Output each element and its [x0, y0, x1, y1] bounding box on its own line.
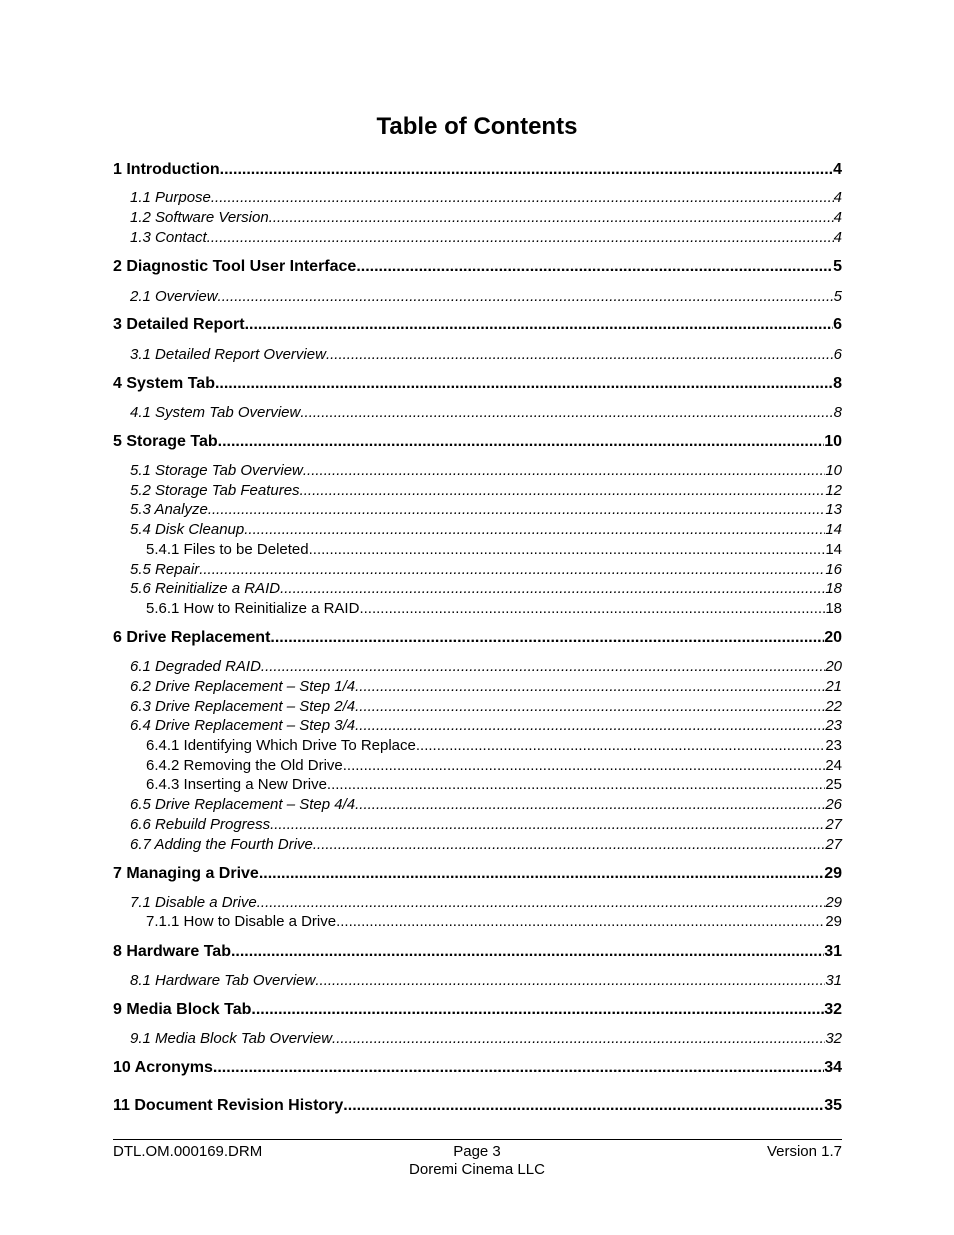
toc-entry-title: 10 Acronyms — [113, 1059, 213, 1076]
toc-entry-page: 8 — [833, 404, 842, 421]
toc-entry-page: 14 — [825, 541, 842, 558]
toc-entry-level2[interactable] — [113, 287, 842, 306]
toc-dot-leader — [300, 403, 833, 422]
toc-entry-page: 29 — [825, 913, 842, 930]
toc-dot-leader — [245, 315, 834, 335]
toc-entry-level1[interactable] — [113, 160, 842, 180]
toc-dot-leader — [355, 677, 825, 696]
toc-entry-page: 32 — [824, 1001, 842, 1018]
toc-entry-page: 31 — [824, 943, 842, 960]
toc-entry-title: 9 Media Block Tab — [113, 1001, 252, 1018]
toc-entry-title: 6.2 Drive Replacement – Step 1/4 — [130, 678, 356, 695]
footer-page-number: Page 3 — [453, 1143, 501, 1160]
toc-entry-page: 10 — [824, 433, 842, 450]
toc-entry-title: 5.6.1 How to Reinitialize a RAID — [146, 600, 360, 617]
toc-entry-level2[interactable] — [113, 228, 842, 247]
toc-entry-title: 6.4.1 Identifying Which Drive To Replace — [146, 737, 416, 754]
toc-entry-page: 25 — [825, 776, 842, 793]
toc-dot-leader — [303, 461, 825, 480]
toc-entry-page: 29 — [825, 894, 842, 911]
toc-entry-page: 6 — [833, 346, 842, 363]
toc-entry-page: 12 — [825, 482, 842, 499]
toc-entry-level2[interactable] — [113, 579, 842, 598]
toc-entry-level2[interactable] — [113, 815, 842, 834]
toc-entry-level2[interactable] — [113, 657, 842, 676]
toc-dot-leader — [218, 287, 834, 306]
toc-entry-level3[interactable] — [113, 775, 842, 794]
toc-dot-leader — [315, 971, 825, 990]
toc-entry-title: 6.6 Rebuild Progress — [130, 816, 271, 833]
page-title: Table of Contents — [376, 113, 578, 140]
toc-entry-level1[interactable] — [113, 628, 842, 648]
toc-entry-page: 18 — [825, 580, 842, 597]
toc-entry-level2[interactable] — [113, 893, 842, 912]
toc-entry-title: 7 Managing a Drive — [113, 865, 259, 882]
toc-dot-leader — [259, 864, 824, 884]
toc-dot-leader — [355, 795, 825, 814]
toc-dot-leader — [251, 1000, 824, 1020]
toc-entry-level2[interactable] — [113, 345, 842, 364]
toc-entry-page: 20 — [825, 658, 842, 675]
toc-entry-title: 1.1 Purpose — [130, 189, 211, 206]
toc-entry-title: 5.3 Analyze — [130, 501, 208, 518]
toc-entry-title: 8.1 Hardware Tab Overview — [130, 972, 316, 989]
toc-entry-level2[interactable] — [113, 697, 842, 716]
toc-entry-title: 1.2 Software Version — [130, 209, 269, 226]
toc-entry-title: 6.3 Drive Replacement – Step 2/4 — [130, 698, 356, 715]
toc-entry-page: 27 — [825, 836, 842, 853]
toc-entry-page: 29 — [824, 865, 842, 882]
toc-entry-page: 27 — [825, 816, 842, 833]
toc-entry-title: 2.1 Overview — [130, 288, 218, 305]
toc-dot-leader — [220, 160, 833, 180]
toc-entry-level1[interactable] — [113, 864, 842, 884]
toc-entry-page: 16 — [825, 561, 842, 578]
toc-dot-leader — [355, 716, 825, 735]
toc-entry-page: 10 — [825, 462, 842, 479]
toc-entry-title: 5.5 Repair — [130, 561, 200, 578]
toc-entry-title: 11 Document Revision History — [113, 1097, 344, 1114]
toc-entry-title: 8 Hardware Tab — [113, 943, 231, 960]
toc-dot-leader — [332, 1029, 825, 1048]
toc-entry-title: 6.4.3 Inserting a New Drive — [146, 776, 327, 793]
toc-dot-leader — [208, 500, 825, 519]
toc-entry-title: 5.4.1 Files to be Deleted — [146, 541, 309, 558]
toc-entry-level2[interactable] — [113, 1029, 842, 1048]
toc-dot-leader — [244, 520, 825, 539]
toc-entry-level1[interactable] — [113, 1058, 842, 1078]
toc-entry-level3[interactable] — [113, 540, 842, 559]
toc-entry-page: 26 — [825, 796, 842, 813]
toc-entry-title: 5.6 Reinitialize a RAID — [130, 580, 281, 597]
toc-dot-leader — [257, 893, 826, 912]
toc-entry-level1[interactable] — [113, 1000, 842, 1020]
toc-entry-page: 4 — [833, 161, 842, 178]
toc-dot-leader — [309, 540, 826, 559]
toc-entry-page: 20 — [824, 629, 842, 646]
toc-entry-level2[interactable] — [113, 481, 842, 500]
toc-entry-title: 5.2 Storage Tab Features — [130, 482, 300, 499]
toc-entry-title: 4.1 System Tab Overview — [130, 404, 301, 421]
toc-dot-leader — [207, 228, 834, 247]
footer-version: Version 1.7 — [766, 1143, 842, 1160]
toc-entry-level2[interactable] — [113, 461, 842, 480]
toc-entry-page: 14 — [825, 521, 842, 538]
toc-entry-level1[interactable] — [113, 374, 842, 394]
toc-entry-title: 5 Storage Tab — [113, 433, 218, 450]
toc-entry-level2[interactable] — [113, 500, 842, 519]
footer-company: Doremi Cinema LLC — [409, 1161, 545, 1178]
toc-entry-title: 6.1 Degraded RAID — [130, 658, 261, 675]
toc-dot-leader — [356, 257, 833, 277]
toc-entry-title: 2 Diagnostic Tool User Interface — [113, 258, 357, 275]
toc-dot-leader — [336, 912, 825, 931]
toc-dot-leader — [313, 835, 825, 854]
toc-dot-leader — [416, 736, 825, 755]
toc-entry-title: 6.4.2 Removing the Old Drive — [146, 757, 343, 774]
toc-entry-title: 7.1.1 How to Disable a Drive — [146, 913, 337, 930]
toc-entry-page: 5 — [833, 288, 842, 305]
toc-entry-page: 24 — [825, 757, 842, 774]
toc-dot-leader — [326, 345, 834, 364]
toc-entry-title: 1 Introduction — [113, 161, 220, 178]
toc-entry-level1[interactable] — [113, 432, 842, 452]
toc-entry-page: 4 — [833, 209, 842, 226]
toc-dot-leader — [199, 560, 825, 579]
toc-entry-page: 18 — [825, 600, 842, 617]
toc-dot-leader — [270, 815, 825, 834]
toc-entry-level2[interactable] — [113, 677, 842, 696]
toc-entry-title: 7.1 Disable a Drive — [130, 894, 257, 911]
toc-entry-title: 3 Detailed Report — [113, 316, 245, 333]
toc-entry-page: 21 — [825, 678, 842, 695]
toc-entry-title: 3.1 Detailed Report Overview — [130, 346, 326, 363]
toc-entry-title: 5.1 Storage Tab Overview — [130, 462, 303, 479]
toc-entry-title: 6.4 Drive Replacement – Step 3/4 — [130, 717, 356, 734]
toc-entry-level1[interactable] — [113, 1096, 842, 1116]
toc-entry-page: 34 — [824, 1059, 842, 1076]
toc-dot-leader — [327, 775, 825, 794]
toc-entry-level3[interactable] — [113, 599, 842, 618]
toc-entry-page: 23 — [825, 737, 842, 754]
toc-dot-leader — [261, 657, 825, 676]
toc-entry-level1[interactable] — [113, 257, 842, 277]
toc-entry-level2[interactable] — [113, 971, 842, 990]
toc-entry-title: 9.1 Media Block Tab Overview — [130, 1030, 333, 1047]
toc-entry-page: 5 — [833, 258, 842, 275]
toc-entry-level2[interactable] — [113, 188, 842, 207]
toc-entry-level2[interactable] — [113, 716, 842, 735]
toc-dot-leader — [270, 628, 824, 648]
toc-entry-page: 31 — [825, 972, 842, 989]
toc-entry-title: 1.3 Contact — [130, 229, 207, 246]
toc-entry-level2[interactable] — [113, 795, 842, 814]
toc-entry-page: 23 — [825, 717, 842, 734]
toc-entry-page: 4 — [833, 229, 842, 246]
toc-dot-leader — [355, 697, 825, 716]
toc-entry-page: 32 — [825, 1030, 842, 1047]
toc-dot-leader — [300, 481, 826, 500]
footer-divider — [113, 1139, 842, 1140]
toc-entry-level3[interactable] — [113, 912, 842, 931]
toc-entry-level2[interactable] — [113, 208, 842, 227]
toc-dot-leader — [359, 599, 825, 618]
toc-dot-leader — [211, 188, 834, 207]
toc-dot-leader — [218, 432, 825, 452]
toc-entry-page: 4 — [833, 189, 842, 206]
toc-entry-page: 13 — [825, 501, 842, 518]
toc-dot-leader — [231, 942, 824, 962]
toc-entry-page: 6 — [833, 316, 842, 333]
toc-entry-level1[interactable] — [113, 942, 842, 962]
footer-doc-id: DTL.OM.000169.DRM — [113, 1143, 263, 1160]
toc-entry-title: 6 Drive Replacement — [113, 629, 271, 646]
toc-entry-page: 8 — [833, 375, 842, 392]
toc-dot-leader — [213, 1058, 824, 1078]
toc-dot-leader — [269, 208, 834, 227]
toc-entry-level3[interactable] — [113, 756, 842, 775]
toc-entry-level2[interactable] — [113, 835, 842, 854]
toc-entry-level3[interactable] — [113, 736, 842, 755]
toc-entry-title: 4 System Tab — [113, 375, 215, 392]
toc-dot-leader — [343, 1096, 824, 1116]
toc-entry-title: 6.7 Adding the Fourth Drive — [130, 836, 313, 853]
toc-entry-level2[interactable] — [113, 403, 842, 422]
toc-dot-leader — [280, 579, 825, 598]
toc-entry-page: 35 — [824, 1097, 842, 1114]
toc-dot-leader — [215, 374, 833, 394]
toc-entry-title: 5.4 Disk Cleanup — [130, 521, 245, 538]
toc-entry-title: 6.5 Drive Replacement – Step 4/4 — [130, 796, 356, 813]
toc-entry-page: 22 — [825, 698, 842, 715]
toc-entry-level2[interactable] — [113, 520, 842, 539]
toc-dot-leader — [343, 756, 826, 775]
toc-entry-level2[interactable] — [113, 560, 842, 579]
toc-entry-level1[interactable] — [113, 315, 842, 335]
